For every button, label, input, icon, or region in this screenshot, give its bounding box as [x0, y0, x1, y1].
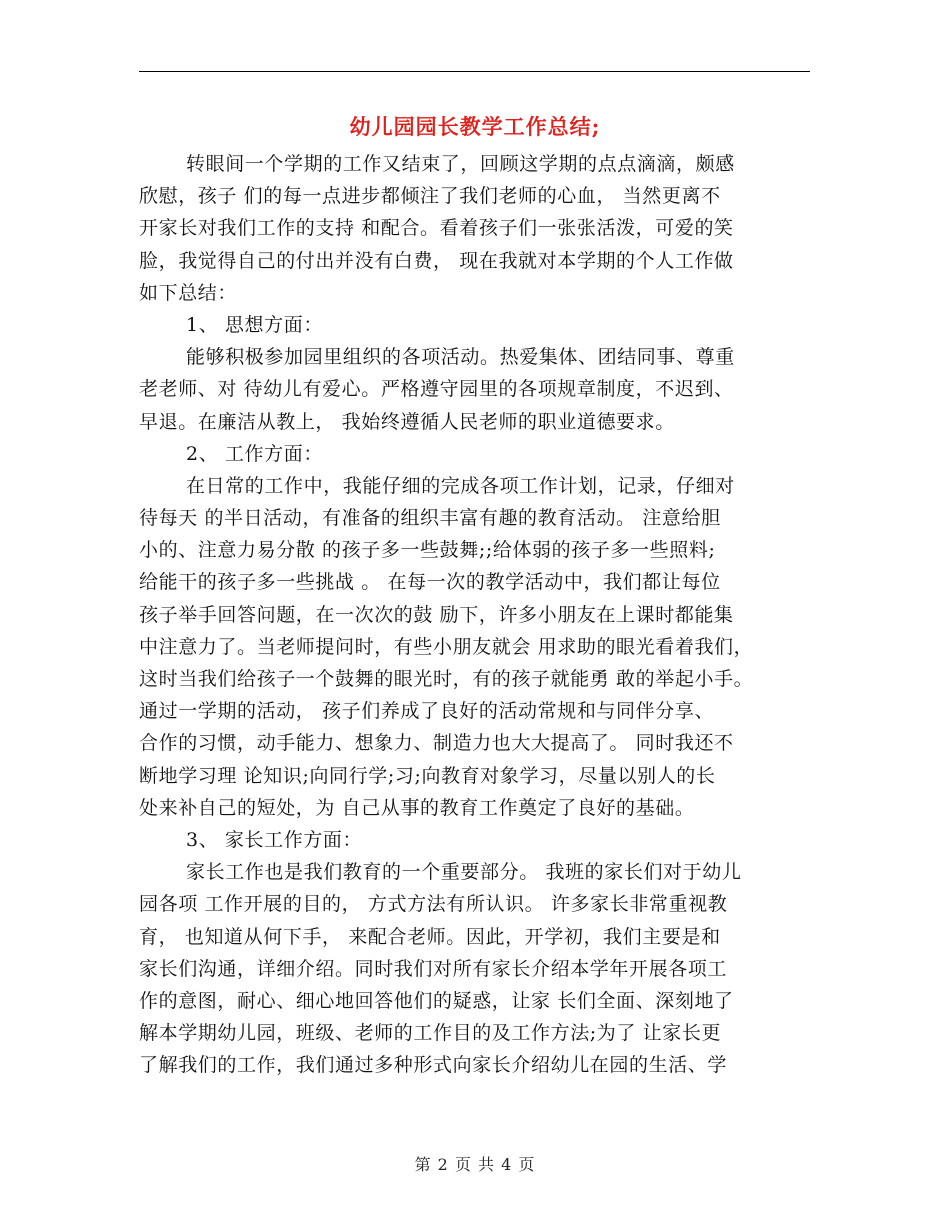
body-text-line: 能够积极参加园里组织的各项活动。热爱集体、团结同事、尊重	[186, 346, 735, 369]
body-text-line: 通过一学期的活动， 孩子们养成了良好的活动常规和与同伴分享、	[139, 700, 715, 723]
body-text-line: 断地学习理 论知识;向同行学;习;向教育对象学习，尽量以别人的长	[139, 764, 716, 787]
body-text-line: 早退。在廉洁从教上， 我始终遵循人民老师的职业道德要求。	[139, 410, 675, 433]
body-text-line: 解本学期幼儿园，班级、老师的工作目的及工作方法;为了 让家长更	[139, 1022, 722, 1045]
page-number-footer: 第 2 页 共 4 页	[414, 1155, 536, 1174]
body-text-line: 转眼间一个学期的工作又结束了，回顾这学期的点点滴滴，颇感	[186, 153, 735, 175]
body-text-line: 这时当我们给孩子一个鼓舞的眼光时，有的孩子就能勇 敢的举起小手。	[139, 668, 754, 690]
body-text-line: 合作的习惯，动手能力、想象力、制造力也大大提高了。 同时我还不	[139, 732, 734, 755]
header-rule	[139, 71, 810, 72]
body-text-line: 处来补自己的短处，为 自己从事的教育工作奠定了良好的基础。	[139, 796, 695, 819]
document-body	[139, 148, 811, 1081]
body-text-line: 如下总结：	[139, 281, 238, 304]
body-text-line: 1、 思想方面：	[186, 313, 323, 336]
body-text-line: 待每天 的半日活动，有准备的组织丰富有趣的教育活动。 注意给胆	[139, 507, 721, 530]
body-text-line: 3、 家长工作方面：	[186, 828, 363, 851]
body-text-line: 孩子举手回答问题，在一次次的鼓 励下，许多小朋友在上课时都能集	[139, 603, 734, 626]
document-title: 幼儿园园长教学工作总结;	[349, 114, 601, 139]
body-text-line: 小的、注意力易分散 的孩子多一些鼓舞;;给体弱的孩子多一些照料;	[139, 539, 716, 562]
body-text-line: 2、 工作方面：	[186, 442, 323, 465]
body-text-line: 老老师、对 待幼儿有爱心。严格遵守园里的各项规章制度，不迟到、	[139, 378, 734, 401]
body-text-line: 家长工作也是我们教育的一个重要部分。 我班的家长们对于幼儿	[186, 861, 742, 884]
body-text-line: 育， 也知道从何下手， 来配合老师。因此，开学初，我们主要是和	[139, 925, 721, 948]
body-text-line: 欣慰，孩子 们的每一点进步都倾注了我们老师的心血， 当然更离不	[139, 185, 721, 208]
body-text-line: 开家长对我们工作的支持 和配合。看着孩子们一张张活泼，可爱的笑	[139, 217, 734, 240]
body-text-line: 在日常的工作中，我能仔细的完成各项工作计划，记录，仔细对	[186, 474, 735, 497]
body-text-line: 中注意力了。当老师提问时，有些小朋友就会 用求助的眼光看着我们，	[139, 635, 754, 658]
body-text-line: 给能干的孩子多一些挑战 。 在每一次的教学活动中，我们都让每位	[139, 571, 721, 594]
body-text-line: 作的意图，耐心、细心地回答他们的疑惑，让家 长们全面、深刻地了	[139, 989, 734, 1012]
body-text-line: 家长们沟通，详细介绍。同时我们对所有家长介绍本学年开展各项工	[139, 957, 728, 980]
body-text-line: 脸，我觉得自己的付出并没有白费， 现在我就对本学期的个人工作做	[139, 249, 734, 272]
body-text-line: 了解我们的工作，我们通过多种形式向家长介绍幼儿在园的生活、学	[139, 1054, 728, 1077]
body-text-line: 园各项 工作开展的目的， 方式方法有所认识。 许多家长非常重视教	[139, 893, 728, 916]
